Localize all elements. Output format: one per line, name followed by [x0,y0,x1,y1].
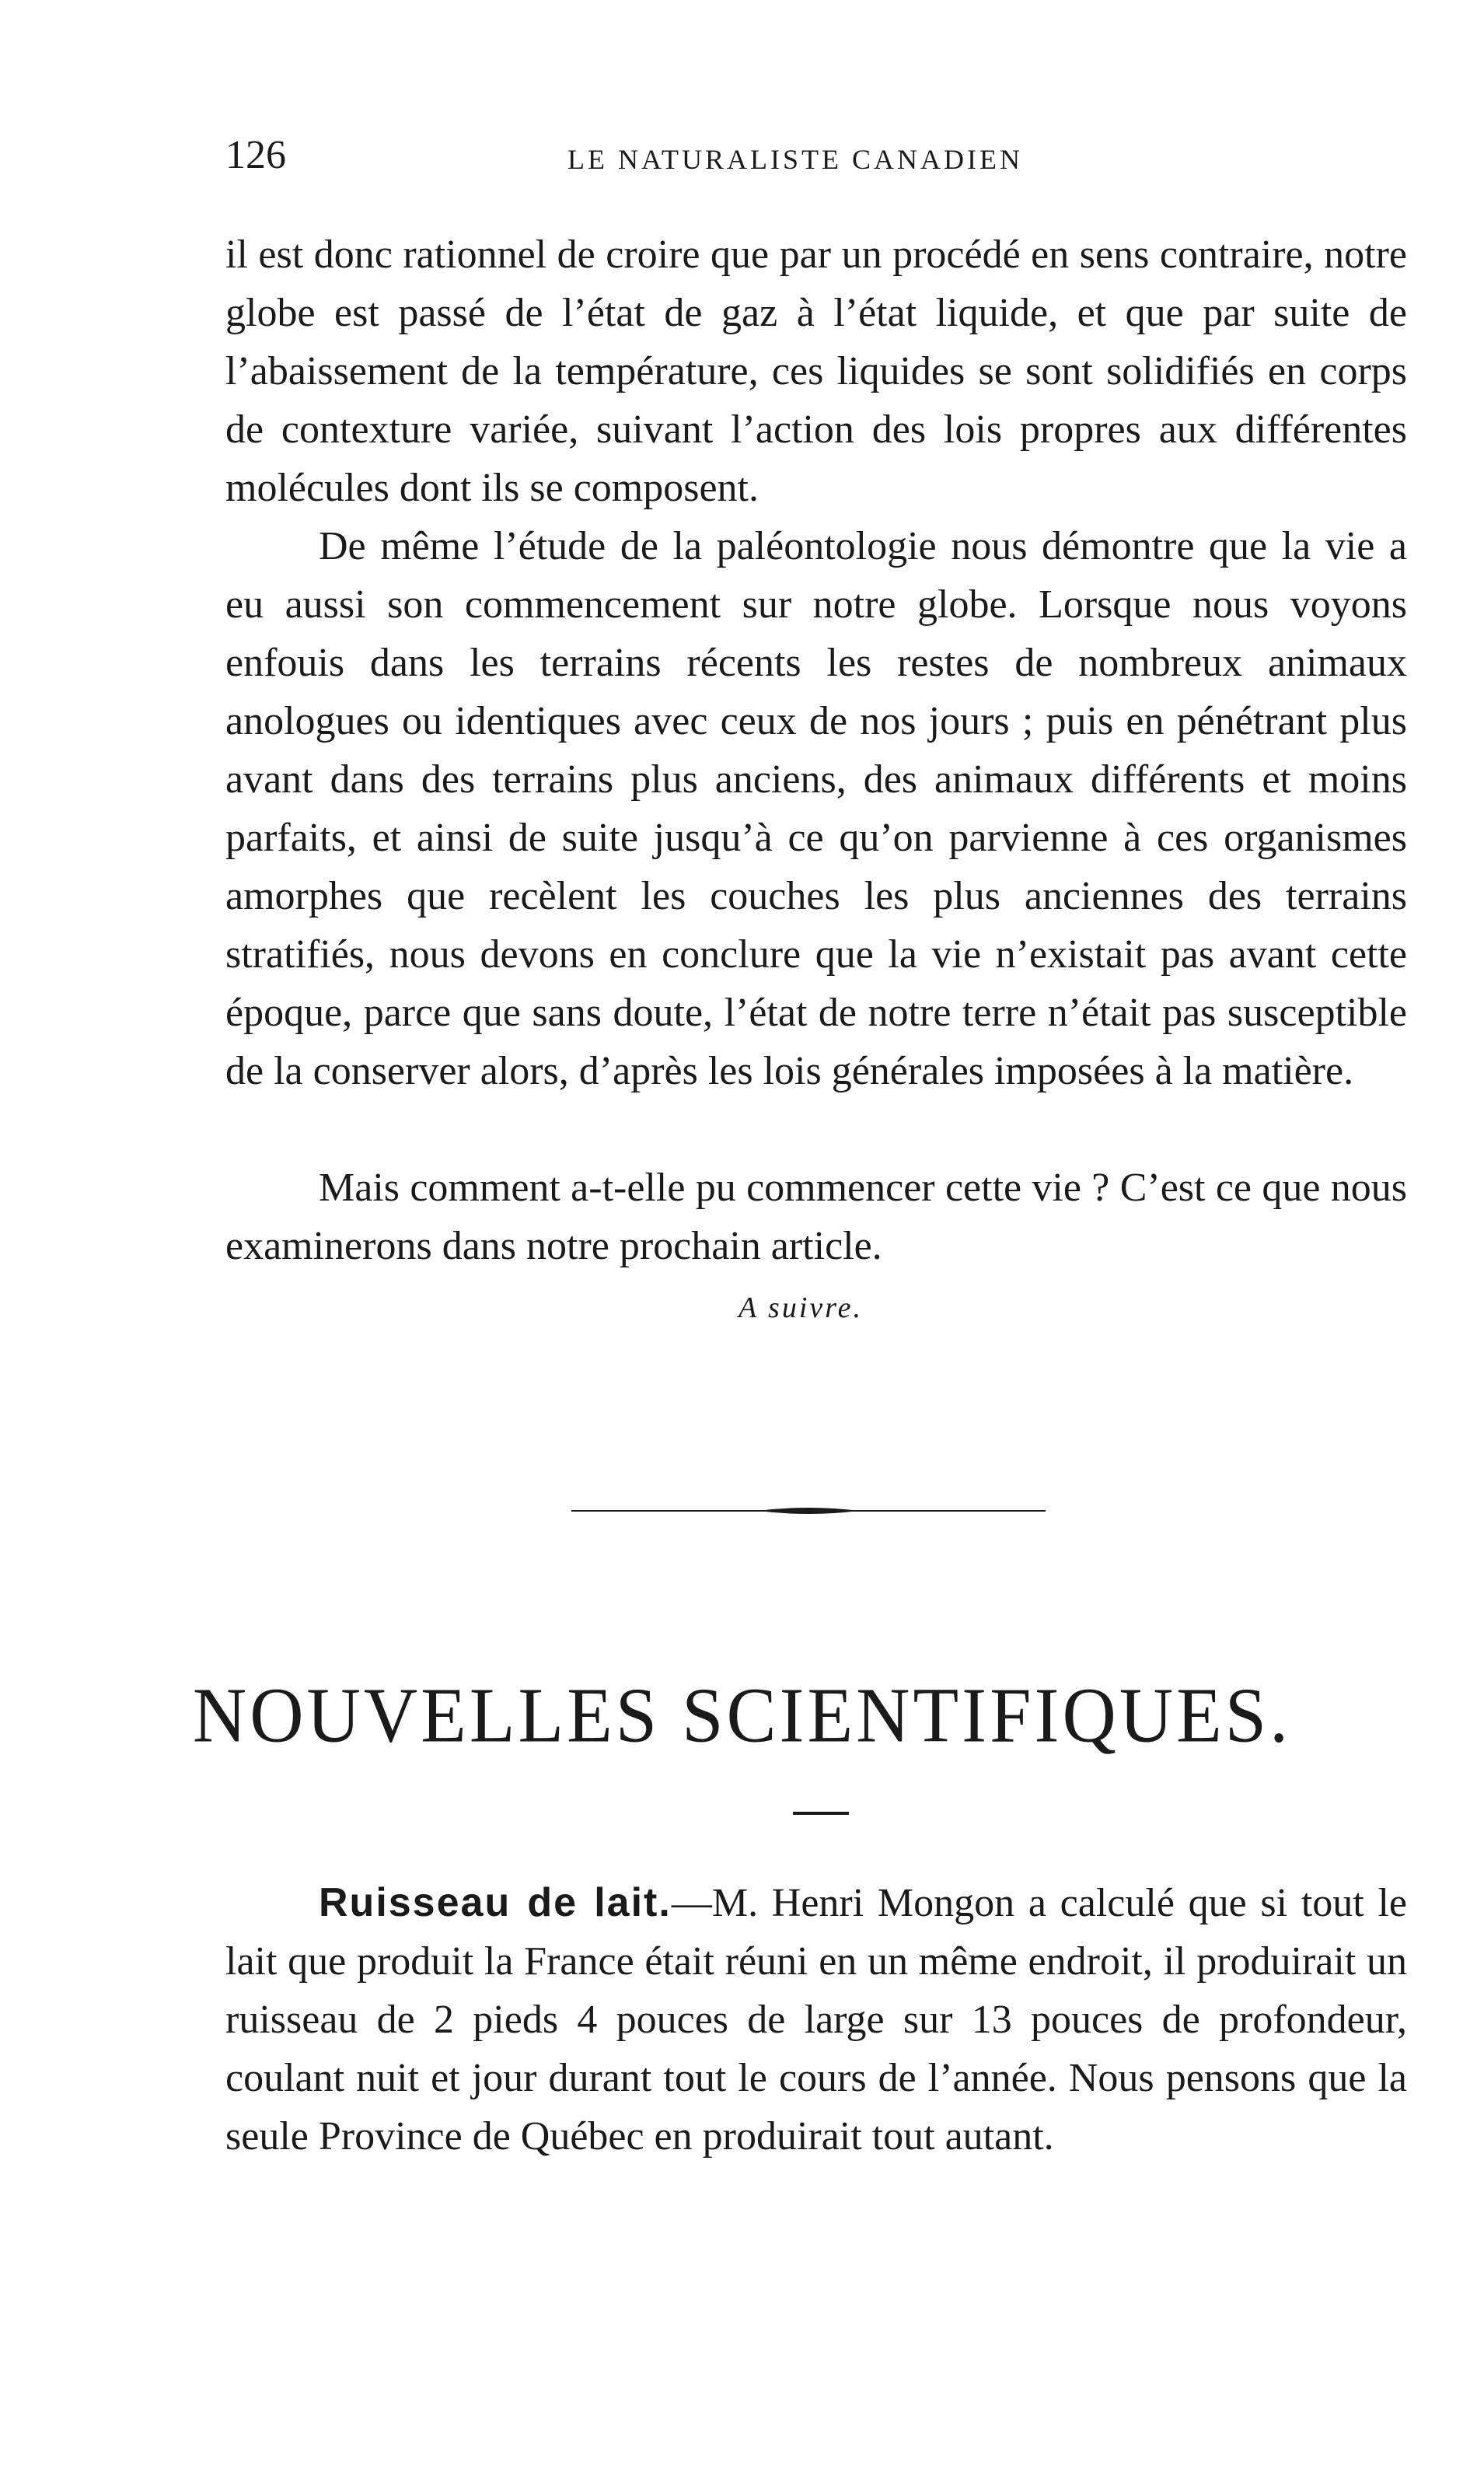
paragraph-2: De même l’étude de la paléontologie nous démontre que la vie a eu aussi son commencement sur notre globe. Lorsque nous voyons enfouis dans les terrains récents les restes de nombreux animaux anologues ou identiques avec ceux de nos jours ; puis en pénétrant plus avant dans des terrains plus anciens, des animaux différents et moins parfaits, et ainsi de suite jusqu’à ce qu’on parvienne à ces organismes amorphes que recèlent les couches les plus anciennes des terrains stratifiés, nous devons en conclure que la vie n’existait pas avant cette époque, parce que sans doute, l’état de notre terre n’était pas susceptible de la conserver alors, d’après les lois générales imposées à la matière. [225,524,1407,1093]
news-item-heading: Ruisseau de lait. [319,1880,672,1925]
running-head: LE NATURALISTE CANADIEN [567,144,1023,175]
title-rule [793,1812,849,1815]
news-item-text: —M. Henri Mongon a calculé que si tout le lait que produit la France était réuni en un même endroit, il produirait un ruisseau de 2 pieds 4 pouces de large sur 13 pouces de profondeur, coulant nuit et jour durant tout le cours de l’année. Nous pensons que la seule Province de Québec en produirait tout autant. [225,1881,1407,2159]
section-divider-ornament [571,1503,1046,1519]
paragraph-3: Mais comment a-t-elle pu commencer cette vie ? C’est ce que nous examinerons dans notre prochain article. [225,1166,1407,1268]
page-header [225,132,1407,187]
page-number: 126 [225,133,286,177]
paragraph-1: il est donc rationnel de croire que par un procédé en sens contraire, notre globe est passé de l’état de gaz à l’état liquide, et que par suite de l’abaissement de la température, ces liquides se sont solidifiés en corps de contexture variée, suivant l’action des lois propres aux différentes molécules dont ils se composent. [225,232,1407,510]
continuation-note: A suivre. [739,1292,863,1324]
section-title: NOUVELLES SCIENTIFIQUES. [192,1671,1292,1759]
news-item [225,1874,1407,2166]
